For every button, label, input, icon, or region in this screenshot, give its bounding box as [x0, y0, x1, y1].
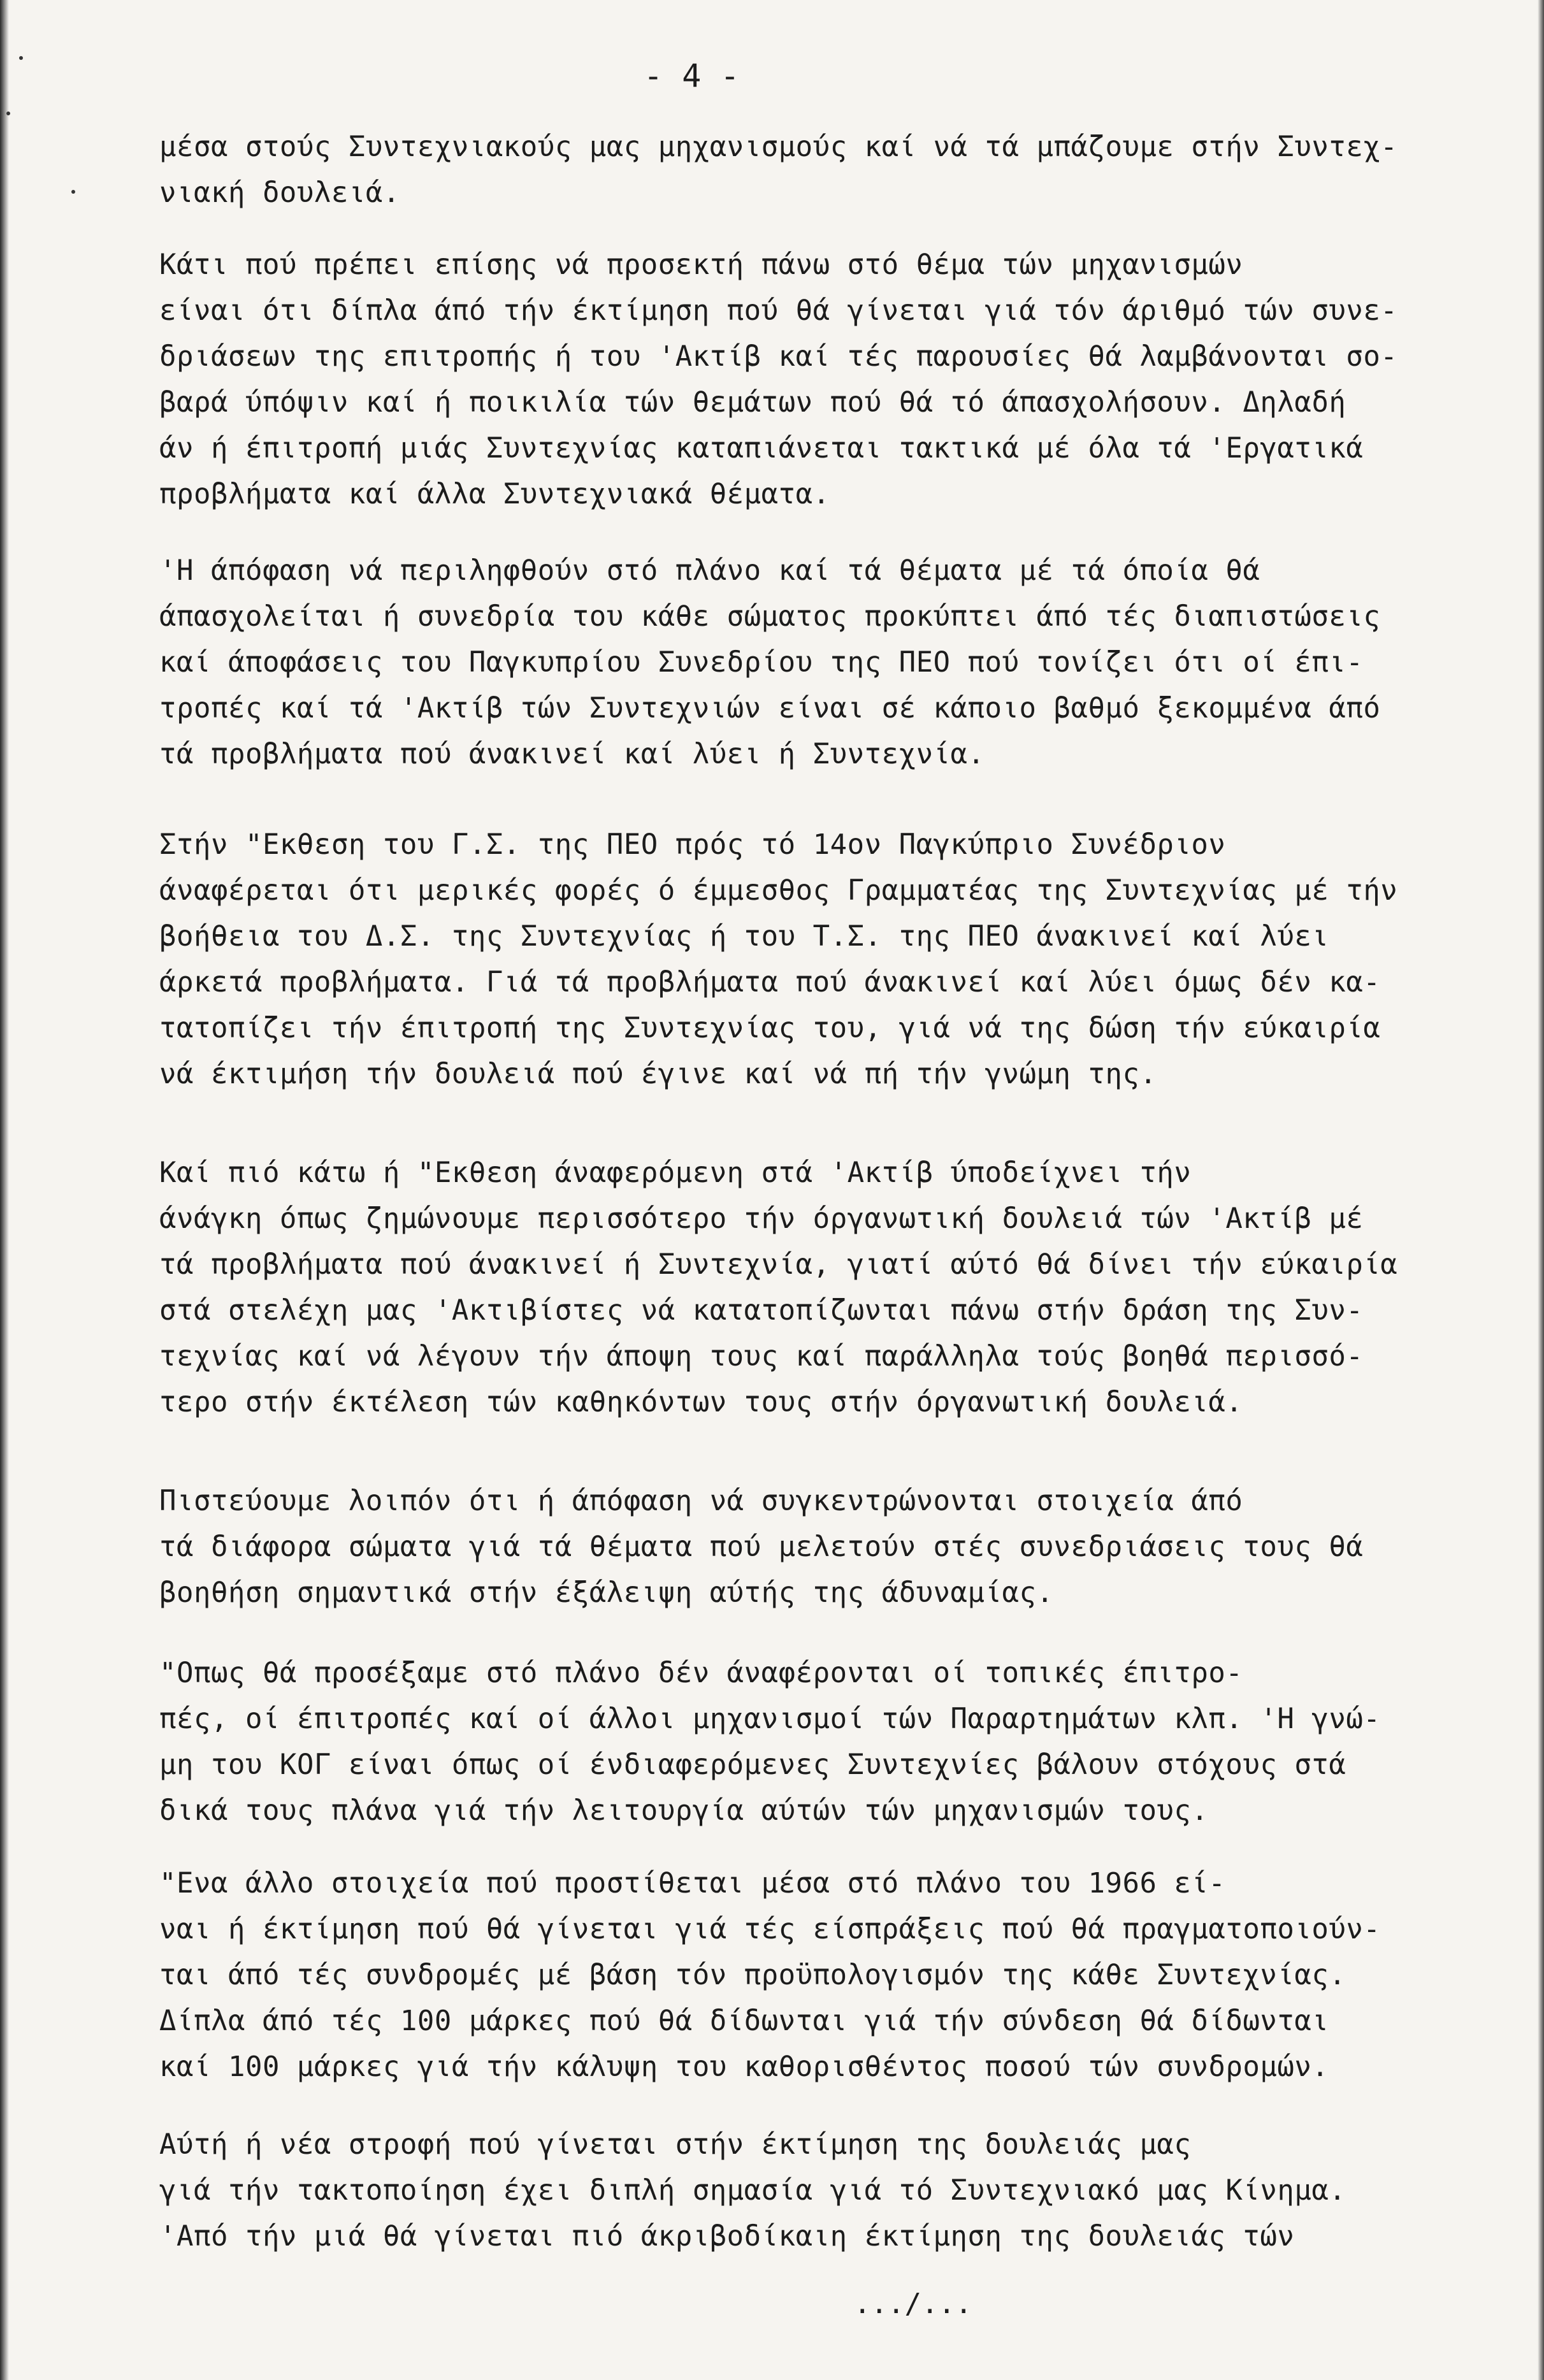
page-number: - 4 -	[644, 57, 740, 94]
text-line: δριάσεων της επιτροπής ή του 'Ακτίβ καί τές παρουσίες θά λαμβάνονται σο-	[159, 340, 1398, 373]
scan-speck	[19, 56, 23, 60]
text-line: "Ενα άλλο στοιχεία πού προστίθεται μέσα στό πλάνο του 1966 εί-	[159, 1867, 1226, 1900]
text-line: δικά τους πλάνα γιά τήν λειτουργία αύτών τών μηχανισμών τους.	[159, 1794, 1209, 1827]
text-line: μη του ΚΟΓ είναι όπως οί ένδιαφερόμενες Συντεχνίες βάλουν στόχους στά	[159, 1749, 1346, 1781]
text-line: είναι ότι δίπλα άπό τήν έκτίμηση πού θά γίνεται γιά τόν άριθμό τών συνε-	[159, 294, 1398, 327]
text-line: Καί πιό κάτω ή "Εκθεση άναφερόμενη στά 'Ακτίβ ύποδείχνει τήν	[159, 1157, 1192, 1189]
text-line: στά στελέχη μας 'Ακτιβίστες νά κατατοπίζωνται πάνω στήν δράση της Συν-	[159, 1294, 1364, 1327]
continuation-mark: .../...	[854, 2288, 972, 2320]
scan-speck	[6, 112, 10, 115]
paragraph	[159, 242, 1440, 517]
text-line: άναφέρεται ότι μερικές φορές ό έμμεσθος Γραμματέας της Συντεχνίας μέ τήν	[159, 874, 1398, 907]
paragraph	[159, 1478, 1440, 1616]
text-line: καί άποφάσεις του Παγκυπρίου Συνεδρίου της ΠΕΟ πού τονίζει ότι οί έπι-	[159, 646, 1364, 679]
text-line: ται άπό τές συνδρομές μέ βάση τόν προϋπολογισμόν της κάθε Συντεχνίας.	[159, 1959, 1346, 1991]
paragraph	[159, 1650, 1440, 1834]
text-line: τεχνίας καί νά λέγουν τήν άποψη τους καί παράλληλα τούς βοηθά περισσό-	[159, 1340, 1364, 1373]
text-line: Αύτή ή νέα στροφή πού γίνεται στήν έκτίμηση της δουλειάς μας	[159, 2128, 1192, 2161]
text-line: βοήθεια του Δ.Σ. της Συντεχνίας ή του Τ.Σ. της ΠΕΟ άνακινεί καί λύει	[159, 920, 1329, 953]
text-line: Στήν "Εκθεση του Γ.Σ. της ΠΕΟ πρός τό 14ον Παγκύπριο Συνέδριον	[159, 828, 1226, 861]
text-line: 'Η άπόφαση νά περιληφθούν στό πλάνο καί τά θέματα μέ τά όποία θά	[159, 554, 1260, 587]
text-line: τερο στήν έκτέλεση τών καθηκόντων τους στήν όργανωτική δουλειά.	[159, 1386, 1243, 1418]
text-line: άπασχολείται ή συνεδρία του κάθε σώματος προκύπτει άπό τές διαπιστώσεις	[159, 600, 1381, 633]
text-line: Δίπλα άπό τές 100 μάρκες πού θά δίδωνται γιά τήν σύνδεση θά δίδωνται	[159, 2005, 1329, 2037]
text-line: άν ή έπιτροπή μιάς Συντεχνίας καταπιάνεται τακτικά μέ όλα τά 'Εργατικά	[159, 432, 1364, 465]
text-line: άνάγκη όπως ζημώνουμε περισσότερο τήν όργανωτική δουλειά τών 'Ακτίβ μέ	[159, 1202, 1364, 1235]
paragraph	[159, 1150, 1440, 1425]
paragraph	[159, 1861, 1440, 2090]
paragraph	[159, 822, 1440, 1097]
text-line: βαρά ύπόψιν καί ή ποικιλία τών θεμάτων πού θά τό άπασχολήσουν. Δηλαδή	[159, 386, 1346, 419]
text-line: μέσα στούς Συντεχνιακούς μας μηχανισμούς καί νά τά μπάζουμε στήν Συντεχ-	[159, 131, 1398, 163]
text-line: τά προβλήματα πού άνακινεί ή Συντεχνία, γιατί αύτό θά δίνει τήν εύκαιρία	[159, 1248, 1398, 1281]
text-line: τατοπίζει τήν έπιτροπή της Συντεχνίας του, γιά νά της δώση τήν εύκαιρία	[159, 1012, 1381, 1044]
text-line: προβλήματα καί άλλα Συντεχνιακά θέματα.	[159, 478, 830, 510]
text-line: τροπές καί τά 'Ακτίβ τών Συντεχνιών είναι σέ κάποιο βαθμό ξεκομμένα άπό	[159, 692, 1381, 725]
text-line: 'Από τήν μιά θά γίνεται πιό άκριβοδίκαιη έκτίμηση της δουλειάς τών	[159, 2220, 1295, 2253]
text-line: καί 100 μάρκες γιά τήν κάλυψη του καθορισθέντος ποσού τών συνδρομών.	[159, 2051, 1329, 2083]
paragraph	[159, 2122, 1440, 2260]
text-line: Κάτι πού πρέπει επίσης νά προσεκτή πάνω στό θέμα τών μηχανισμών	[159, 249, 1243, 281]
scan-edge-left	[0, 0, 9, 2380]
text-line: "Οπως θά προσέξαμε στό πλάνο δέν άναφέρονται οί τοπικές έπιτρο-	[159, 1657, 1243, 1689]
paragraph	[159, 124, 1440, 216]
text-line: ναι ή έκτίμηση πού θά γίνεται γιά τές είσπράξεις πού θά πραγματοποιούν-	[159, 1913, 1381, 1945]
scan-edge-right	[1538, 0, 1544, 2380]
text-line: νά έκτιμήση τήν δουλειά πού έγινε καί νά πή τήν γνώμη της.	[159, 1058, 1157, 1090]
text-line: τά προβλήματα πού άνακινεί καί λύει ή Συντεχνία.	[159, 738, 985, 770]
text-line: Πιστεύουμε λοιπόν ότι ή άπόφαση νά συγκεντρώνονται στοιχεία άπό	[159, 1485, 1243, 1517]
text-line: γιά τήν τακτοποίηση έχει διπλή σημασία γιά τό Συντεχνιακό μας Κίνημα.	[159, 2174, 1346, 2207]
scan-speck	[71, 190, 75, 194]
text-line: πές, οί έπιτροπές καί οί άλλοι μηχανισμοί τών Παραρτημάτων κλπ. 'Η γνώ-	[159, 1703, 1381, 1735]
text-line: τά διάφορα σώματα γιά τά θέματα πού μελετούν στές συνεδριάσεις τους θά	[159, 1531, 1364, 1563]
text-line: νιακή δουλειά.	[159, 177, 400, 209]
text-line: άρκετά προβλήματα. Γιά τά προβλήματα πού άνακινεί καί λύει όμως δέν κα-	[159, 966, 1381, 999]
paragraph	[159, 548, 1440, 777]
text-line: βοηθήση σημαντικά στήν έξάλειψη αύτής της άδυναμίας.	[159, 1576, 1054, 1609]
